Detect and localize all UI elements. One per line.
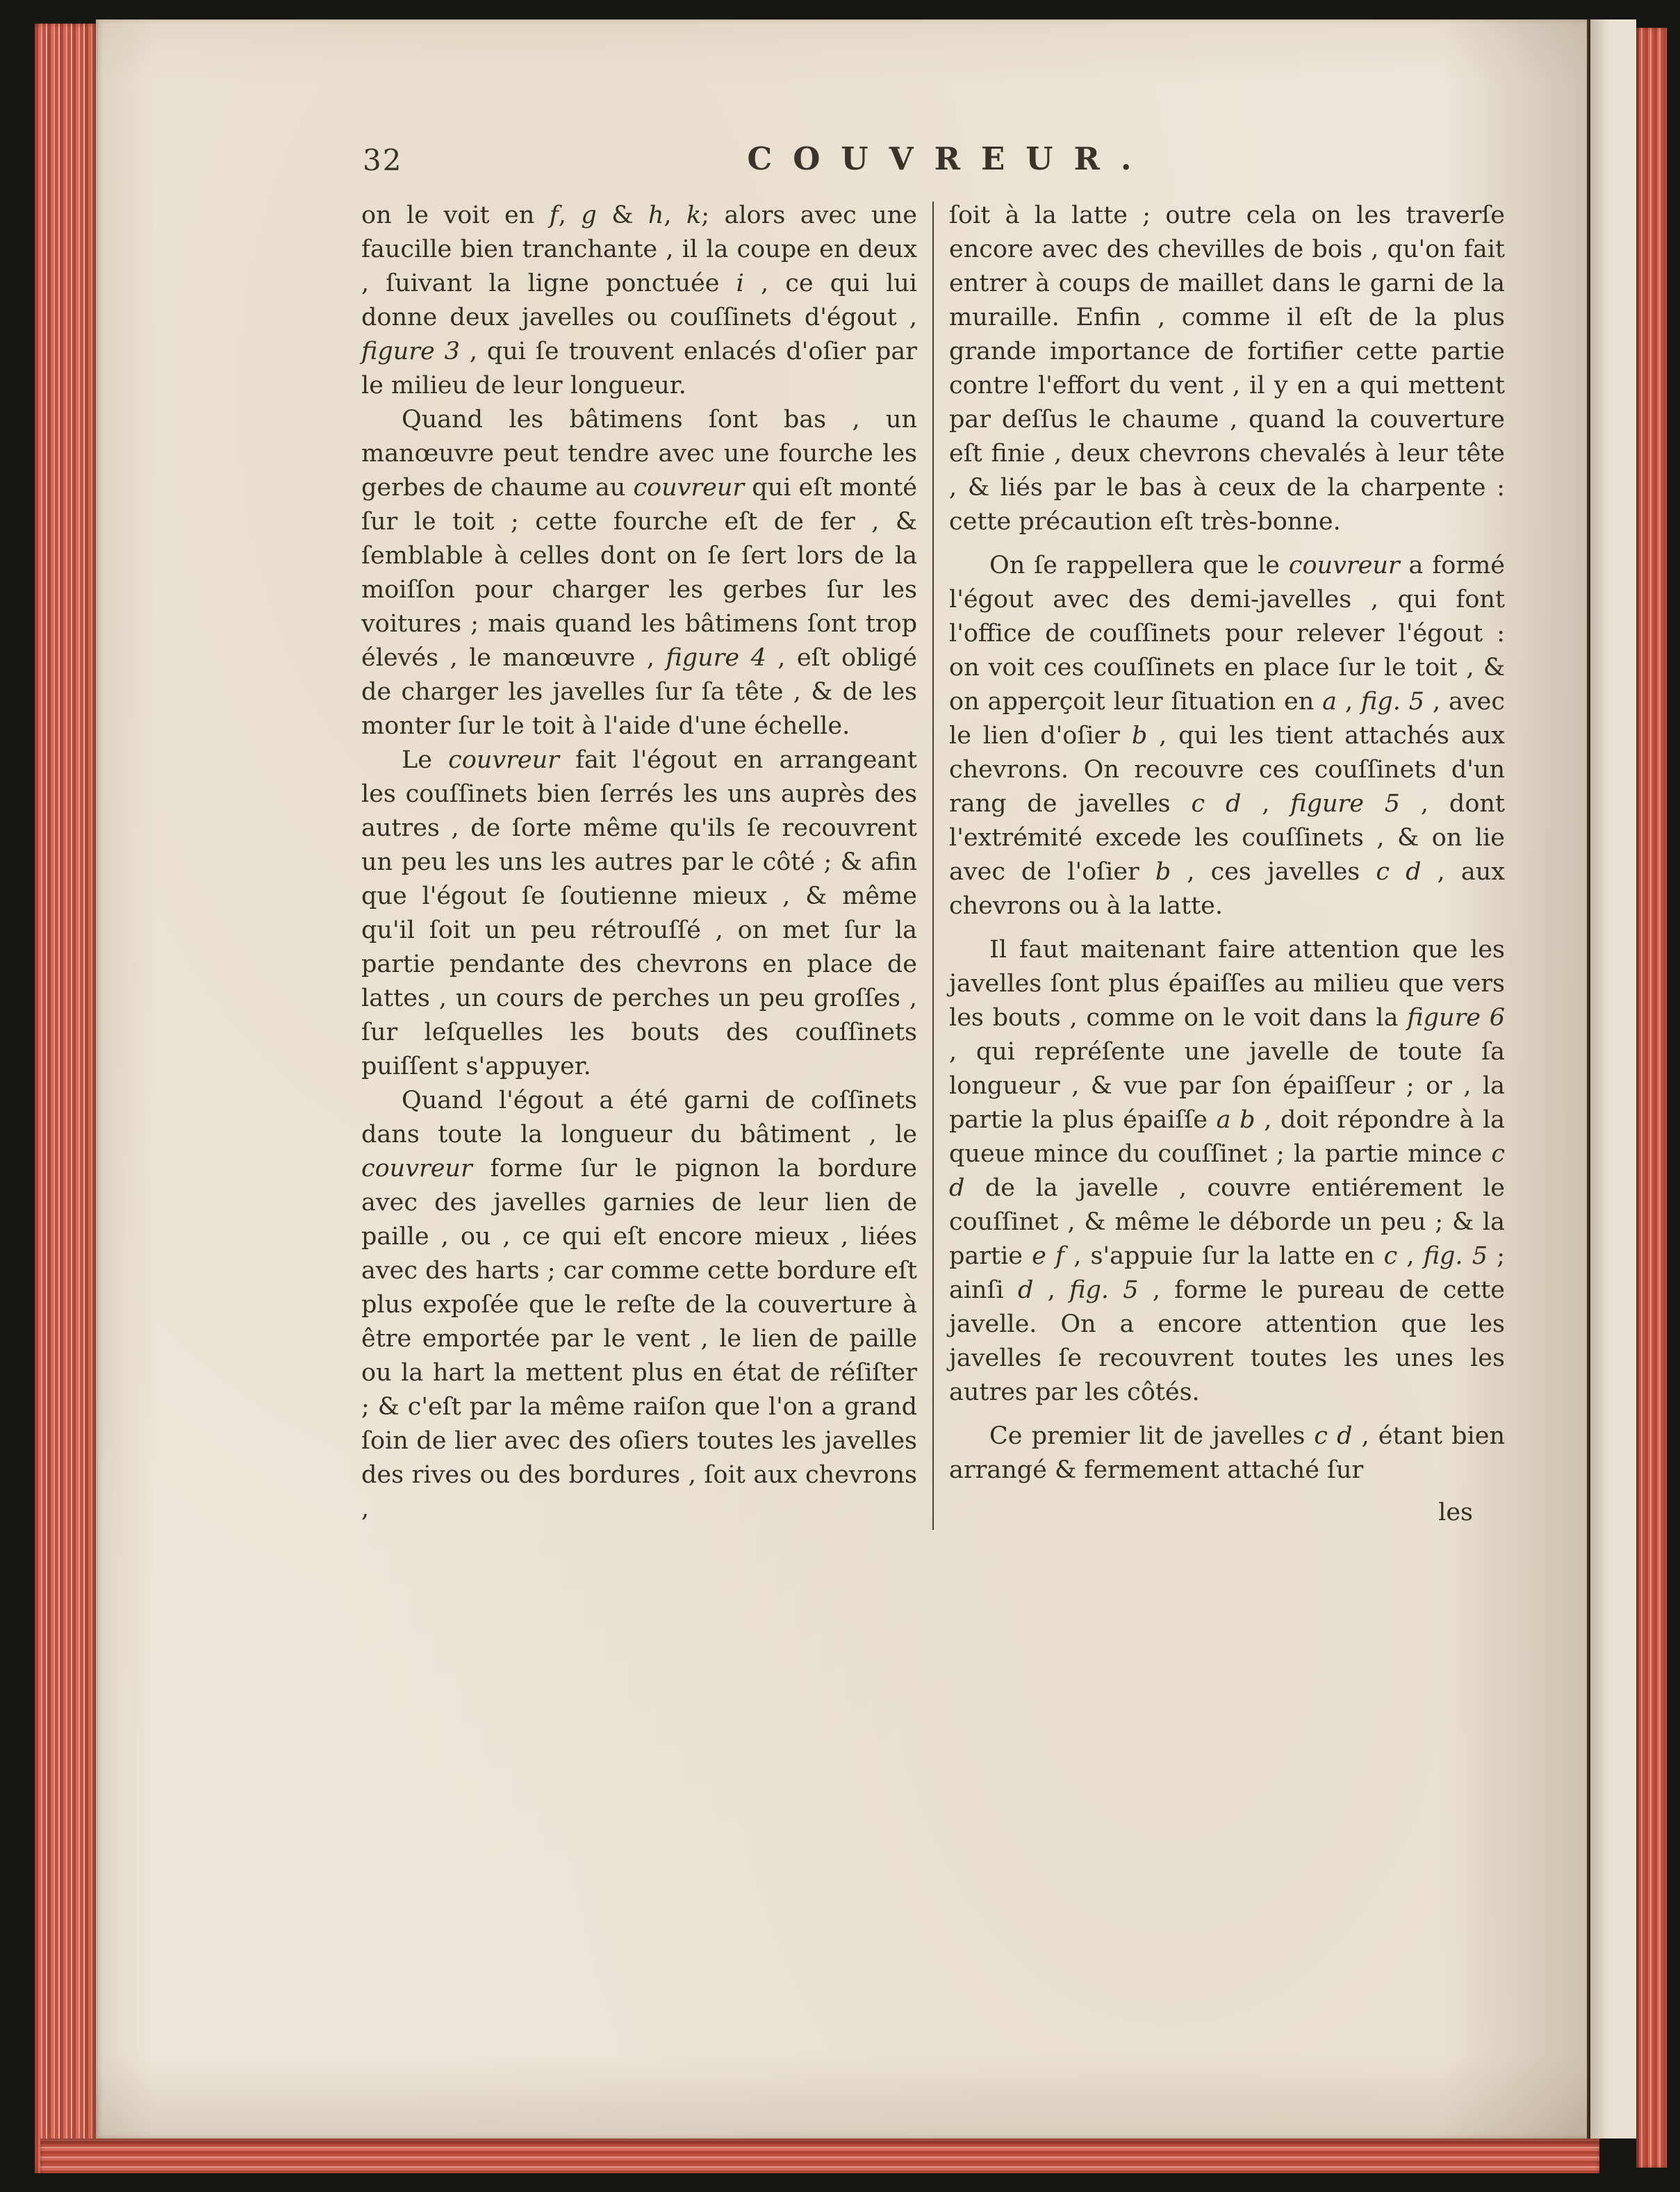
page-number: 32 — [363, 143, 403, 177]
column-right — [949, 199, 1505, 1488]
paragraph: Il faut maitenant faire attention que les javelles ſont plus épaiſſes au milieu que vers les bouts , comme on le voit dans la figure 6 , qui repréſente une javelle de toute ſa longueur , & vue par ſon épaiſſeur ; or , la partie la plus épaiſſe a b , doit répondre à la queue mince du couſſinet ; la partie mince c d de la javelle , couvre entiérement le couſſinet , & même le déborde un peu ; & la partie e f , s'appuie ſur la latte en c , fig. 5 ; ainſi d , fig. 5 , forme le pureau de cette javelle. On a encore attention que les javelles ſe recouvrent toutes les unes les autres par les côtés. — [949, 936, 1505, 1406]
running-header: COUVREUR. — [747, 140, 1153, 177]
paragraph: Ce premier lit de javelles c d , étant bien arrangé & fermement attaché ſur — [949, 1422, 1505, 1484]
paragraph: Le couvreur fait l'égout en arrangeant les couſſinets bien ſerrés les uns auprès des autres , de ſorte même qu'ils ſe recouvrent un peu les uns les autres par le côté ; & afin que l'égout ſe ſoutienne mieux , & même qu'il ſoit un peu rétrouſſé , on met ſur la partie pendante des chevrons en place de lattes , un cours de perches un peu groſſes , ſur leſquelles les bouts des couſſinets puiſſent s'appuyer. — [361, 746, 917, 1080]
paragraph: Quand les bâtimens ſont bas , un manœuvre peut tendre avec une fourche les gerbes de chaume au couvreur qui eſt monté ſur le toit ; cette fourche eſt de fer , & ſemblable à celles dont on ſe ſert lors de la moiſſon pour charger les gerbes ſur les voitures ; mais quand les bâtimens ſont trop élevés , le manœuvre , figure 4 , eſt obligé de charger les javelles ſur ſa tête , & de les monter ſur le toit à l'aide d'une échelle. — [361, 406, 917, 740]
facing-page-sliver — [1590, 19, 1636, 2139]
paragraph: on le voit en f, g & h, k; alors avec une faucille bien tranchante , il la coupe en deux , ſuivant la ligne ponctuée i , ce qui lui donne deux javelles ou couſſinets d'égout , figure 3 , qui ſe trouvent enlacés d'oſier par le milieu de leur longueur. — [361, 201, 918, 399]
catchword: les — [1438, 1499, 1473, 1526]
text-columns — [361, 199, 1517, 1530]
book-page-edges-left — [35, 24, 97, 2173]
book-page — [96, 19, 1588, 2139]
book-page-edges-right — [1636, 28, 1667, 2168]
book-page-edges-bottom — [40, 2139, 1599, 2173]
paragraph: Quand l'égout a été garni de coſſinets dans toute la longueur du bâtiment , le couvreur forme ſur le pignon la bordure avec des javelles garnies de leur lien de paille , ou , ce qui eſt encore mieux , liées avec des harts ; car comme cette bordure eſt plus expoſée que le reſte de la couverture à être emportée par le vent , le lien de paille ou la hart la mettent plus en état de réſiſter ; & c'eſt par la même raiſon que l'on a grand ſoin de lier avec des oſiers toutes les javelles des rives ou des bordures , ſoit aux chevrons , — [361, 1087, 917, 1523]
column-divider-rule — [932, 201, 934, 1530]
paragraph: ſoit à la latte ; outre cela on les traverſe encore avec des chevilles de bois , qu'on fait entrer à coups de maillet dans le garni de la muraille. Enfin , comme il eſt de la plus grande importance de fortifier cette partie contre l'effort du vent , il y en a qui mettent par deſſus le chaume , quand la couverture eſt finie , deux chevrons chevalés à leur tête , & liés par le bas à ceux de la charpente : cette précaution eſt très-bonne. — [949, 201, 1505, 536]
paragraph: On ſe rappellera que le couvreur a formé l'égout avec des demi-javelles , qui font l'office de couſſinets pour relever l'égout : on voit ces couſſinets en place ſur le toit , & on apperçoit leur ſituation en a , fig. 5 , avec le lien d'oſier b , qui les tient attachés aux chevrons. On recouvre ces couſſinets d'un rang de javelles c d , figure 5 , dont l'extrémité excede les couſſinets , & on lie avec de l'oſier b , ces javelles c d , aux chevrons ou à la latte. — [949, 552, 1506, 920]
column-right-wrap — [949, 199, 1505, 1530]
column-left — [361, 199, 917, 1530]
